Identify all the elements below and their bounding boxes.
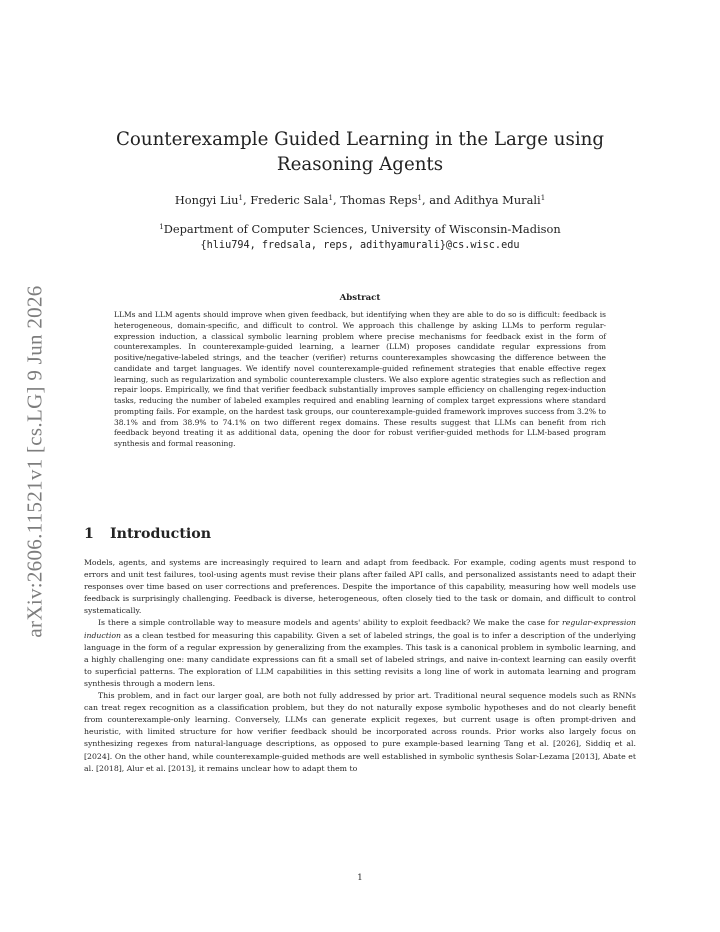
- author-separator: ,: [332, 193, 341, 207]
- affiliation-mark: 1: [328, 194, 333, 202]
- paragraph-text: Is there a simple controllable way to measure models and agents' ability to exploit feedback? We make the case for: [98, 618, 563, 628]
- paper-title: Counterexample Guided Learning in the Large using Reasoning Agents: [115, 129, 604, 175]
- author-emails: {hliu794, fredsala, reps, adithyamurali}@cs.wisc.edu: [200, 240, 520, 251]
- author-name: Frederic Sala: [250, 193, 329, 207]
- abstract-body: LLMs and LLM agents should improve when given feedback, but identifying when they are able to do so is difficult: feedback is heterogeneous, domain-specific, and difficult to control. We approach this challenge by asking LLMs to perform regular-expression induction, a classical symbolic learning problem where precise mechanisms for feedback exist in the form of counterexamples. In counterexample-guided learning, a learner (LLM) proposes candidate regular expressions from positive/negative-labeled strings, and the teacher (verifier) returns counterexamples showcasing the difference between the candidate and target languages. We identify novel counterexample-guided refinement strategies that enable effective regex learning, such as regularization and symbolic counterexample clusters. We also explore agentic strategies such as reflection and repair loops. Empirically, we find that verifier feedback substantially improves sample efficiency on challenging regex-induction tasks, reducing the number of labeled examples required and enabling learning of complex target expressions where standard prompting fails. For example, on the hardest task groups, our counterexample-guided framework improves success from 3.2% to 38.1% and from 38.9% to 74.1% on two different regex domains. These results suggest that LLMs can benefit from rich feedback beyond treating it as additional data, opening the door for robust verifier-guided methods for LLM-based program synthesis and formal reasoning.: [114, 310, 606, 448]
- affiliation-text: Department of Computer Sciences, University of Wisconsin-Madison: [163, 222, 561, 236]
- section-title: Introduction: [110, 526, 212, 542]
- abstract-heading: Abstract: [339, 293, 381, 303]
- paragraph: [84, 617, 636, 690]
- paragraph: This problem, and in fact our larger goal, are both not fully addressed by prior art. Traditional neural sequence models such as RNNs can treat regex recognition as a classification problem, but they do not naturally expose symbolic hypotheses and do not clearly benefit from counterexample-only learning. Conversely, LLMs can generate explicit regexes, but current usage is often prompt-driven and heuristic, with limited structure for how verifier feedback should be incorporated across rounds. Prior works also largely focus on synthesizing regexes from natural-language descriptions, as opposed to pure example-based learning Tang et al. [2026], Siddiq et al. [2024]. On the other hand, while counterexample-guided methods are well established in symbolic synthesis Solar-Lezama [2013], Abate et al. [2018], Alur et al. [2013], it remains unclear how to adapt them to: [84, 691, 636, 773]
- paragraph-text: as a clean testbed for measuring this capability. Given a set of labeled strings, the goal is to infer a description of the underlying language in the form of a regular expression by generalizing from the examples. This task is a canonical problem in symbolic learning, and a highly challenging one: many candidate expressions can fit a small set of labeled strings, and naive in-context learning can easily overfit to superficial patterns. The exploration of LLM capabilities in this setting revisits a long line of work in automata learning and program synthesis through a modern lens.: [84, 630, 636, 688]
- page-number: 1: [357, 873, 363, 883]
- affiliation-mark: 1: [417, 194, 422, 202]
- section-number: 1: [84, 526, 94, 542]
- affiliation-mark: 1: [238, 194, 243, 202]
- author-separator: , and: [421, 193, 455, 207]
- affiliation: [84, 221, 636, 237]
- affiliation-mark: 1: [540, 194, 546, 202]
- author-list: [84, 192, 636, 208]
- section-heading: [84, 524, 636, 544]
- author-name: Thomas Reps: [340, 193, 418, 207]
- arxiv-identifier-stamp: [8, 262, 63, 660]
- author-separator: ,: [242, 193, 251, 207]
- paragraph: Models, agents, and systems are increasingly required to learn and adapt from feedback. For example, coding agents must respond to errors and unit test failures, tool-using agents must revise their plans after failed API calls, and personalized assistants need to adapt their responses over time based on user corrections and preferences. Despite the importance of this capability, measuring how well models use feedback is surprisingly challenging. Feedback is diverse, heterogeneous, often closely tied to the task or domain, and difficult to control systematically.: [84, 558, 636, 616]
- affiliation-mark: 1: [159, 223, 164, 231]
- author-name: Hongyi Liu: [174, 193, 239, 207]
- arxiv-identifier-text: arXiv:2606.11521v1 [cs.LG] 9 Jun 2026: [23, 284, 47, 638]
- author-name: Adithya Murali: [454, 193, 541, 207]
- introduction-body: [84, 557, 636, 775]
- emphasized-term: regular-expression induction: [84, 618, 636, 640]
